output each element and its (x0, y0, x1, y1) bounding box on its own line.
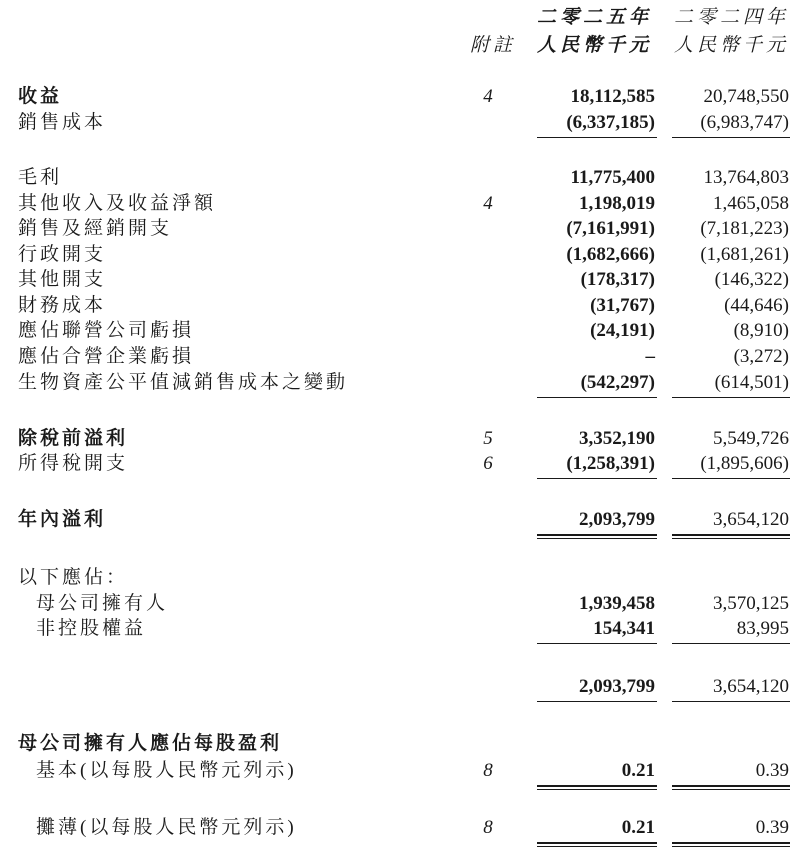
row-value-2024: 5,549,726 (713, 428, 789, 449)
row-label: 銷售及經銷開支 (18, 218, 173, 239)
row-label: 收益 (18, 86, 63, 107)
header-2024-year: 二零二四年 (674, 7, 790, 28)
row-value-2024: 3,654,120 (713, 509, 789, 530)
row-value-2024: 13,764,803 (703, 167, 789, 188)
rule-2024 (672, 846, 790, 847)
rule-2025 (537, 846, 657, 847)
row-value-2025: 11,775,400 (570, 167, 655, 188)
rule-2025 (537, 701, 657, 702)
rule-2024 (672, 538, 790, 539)
row-value-2024: 83,995 (736, 618, 789, 639)
row-value-2024: (8,910) (733, 320, 789, 341)
row-label: 毛利 (18, 167, 63, 188)
row-value-2025: (6,337,185) (566, 112, 655, 133)
row-value-2024: (7,181,223) (700, 218, 789, 239)
rule-2025 (537, 785, 657, 787)
row-label: 除稅前溢利 (18, 428, 129, 449)
row-value-2024: 3,654,120 (713, 676, 789, 697)
rule-2024 (672, 643, 790, 644)
row-label: 生物資產公平值減銷售成本之變動 (18, 372, 349, 393)
row-label: 其他開支 (18, 269, 107, 290)
row-value-2024: 3,570,125 (713, 593, 789, 614)
row-note: 8 (483, 817, 493, 838)
rule-2025 (537, 397, 657, 398)
row-value-2025: 0.21 (621, 817, 655, 838)
row-label: 應佔聯營公司虧損 (18, 320, 195, 341)
row-note: 8 (483, 760, 493, 781)
rule-2024 (672, 785, 790, 787)
row-label: 母公司擁有人 (36, 593, 169, 614)
rule-2024 (672, 534, 790, 536)
row-value-2024: (6,983,747) (700, 112, 789, 133)
row-label: 銷售成本 (18, 112, 107, 133)
rule-2025 (537, 137, 657, 138)
header-2024-unit: 人民幣千元 (674, 35, 790, 56)
row-value-2024: (1,895,606) (700, 453, 789, 474)
row-label: 所得稅開支 (18, 453, 129, 474)
row-value-2025: 2,093,799 (579, 676, 655, 697)
row-value-2025: 1,198,019 (579, 193, 655, 214)
row-value-2024: (3,272) (733, 346, 789, 367)
row-value-2025: (178,317) (580, 269, 655, 290)
row-value-2025: (31,767) (590, 295, 655, 316)
rule-2025 (537, 643, 657, 644)
row-value-2025: 3,352,190 (579, 428, 655, 449)
rule-2024 (672, 701, 790, 702)
row-label: 財務成本 (18, 295, 107, 316)
row-value-2025: (24,191) (590, 320, 655, 341)
row-value-2025: – (645, 346, 655, 367)
row-value-2024: 1,465,058 (713, 193, 789, 214)
row-label: 攤薄(以每股人民幣元列示) (36, 817, 297, 838)
row-value-2024: (614,501) (714, 372, 789, 393)
row-value-2025: 154,341 (593, 618, 655, 639)
rule-2025 (537, 789, 657, 790)
row-note: 6 (483, 453, 493, 474)
row-value-2025: (1,258,391) (566, 453, 655, 474)
row-label: 基本(以每股人民幣元列示) (36, 760, 297, 781)
rule-2024 (672, 478, 790, 479)
row-value-2024: 0.39 (755, 817, 789, 838)
row-label: 其他收入及收益淨額 (18, 193, 217, 214)
row-label: 行政開支 (18, 244, 107, 265)
header-2025-year: 二零二五年 (537, 7, 653, 28)
rule-2024 (672, 842, 790, 844)
rule-2024 (672, 789, 790, 790)
row-value-2025: (7,161,991) (566, 218, 655, 239)
row-value-2024: (1,681,261) (700, 244, 789, 265)
row-value-2025: 1,939,458 (579, 593, 655, 614)
rule-2025 (537, 478, 657, 479)
row-label: 母公司擁有人應佔每股盈利 (18, 733, 283, 754)
row-label: 應佔合營企業虧損 (18, 346, 195, 367)
row-value-2025: 2,093,799 (579, 509, 655, 530)
row-value-2025: (542,297) (580, 372, 655, 393)
rule-2024 (672, 397, 790, 398)
row-value-2024: (146,322) (714, 269, 789, 290)
row-label: 年內溢利 (18, 509, 107, 530)
row-value-2024: (44,646) (724, 295, 789, 316)
rule-2025 (537, 538, 657, 539)
row-label: 非控股權益 (36, 618, 147, 639)
row-value-2025: 0.21 (621, 760, 655, 781)
rule-2024 (672, 137, 790, 138)
row-value-2024: 20,748,550 (703, 86, 789, 107)
rule-2025 (537, 842, 657, 844)
row-label: 以下應佔： (18, 567, 129, 588)
row-note: 5 (483, 428, 493, 449)
rule-2025 (537, 534, 657, 536)
row-value-2024: 0.39 (755, 760, 789, 781)
row-note: 4 (483, 86, 493, 107)
header-note: 附註 (470, 35, 517, 56)
row-value-2025: (1,682,666) (566, 244, 655, 265)
row-note: 4 (483, 193, 493, 214)
row-value-2025: 18,112,585 (570, 86, 655, 107)
header-2025-unit: 人民幣千元 (537, 35, 653, 56)
